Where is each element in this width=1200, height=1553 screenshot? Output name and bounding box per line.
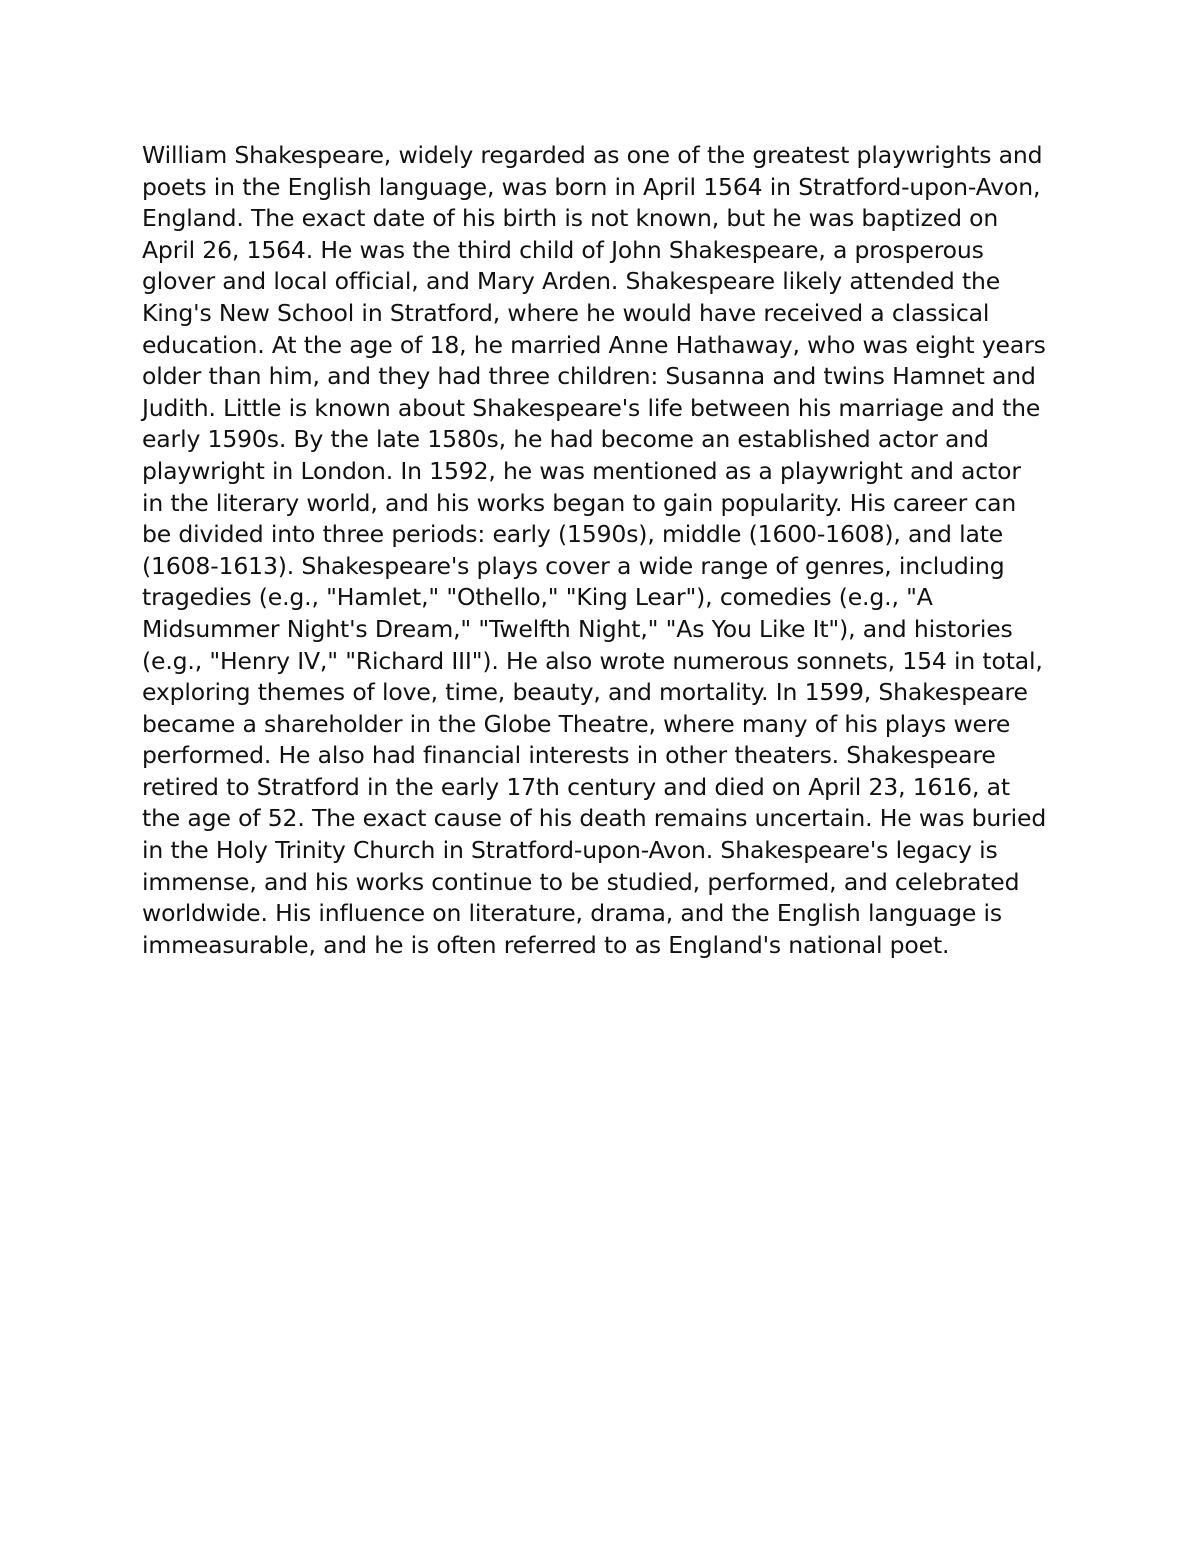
paragraph-line: (e.g., "Henry IV," "Richard III"). He also wrote numerous sonnets, 154 in total, <box>142 646 1043 675</box>
paragraph-line: poets in the English language, was born in April 1564 in Stratford-upon-Avon, <box>142 172 1041 201</box>
paragraph-line: older than him, and they had three children: Susanna and twins Hamnet and <box>142 362 1036 391</box>
paragraph-line: the age of 52. The exact cause of his death remains uncertain. He was buried <box>142 804 1047 833</box>
paragraph-line: immense, and his works continue to be studied, performed, and celebrated <box>142 867 1020 896</box>
paragraph-line: retired to Stratford in the early 17th century and died on April 23, 1616, at <box>142 772 1010 801</box>
paragraph-line: early 1590s. By the late 1580s, he had become an established actor and <box>142 425 989 454</box>
paragraph-line: in the Holy Trinity Church in Stratford-upon-Avon. Shakespeare's legacy is <box>142 836 998 865</box>
paragraph-line: (1608-1613). Shakespeare's plays cover a wide range of genres, including <box>142 551 1005 580</box>
paragraph-line: be divided into three periods: early (1590s), middle (1600-1608), and late <box>142 520 1004 549</box>
paragraph-line: became a shareholder in the Globe Theatre, where many of his plays were <box>142 709 1011 738</box>
paragraph-line: education. At the age of 18, he married Anne Hathaway, who was eight years <box>142 330 1046 359</box>
paragraph-line: King's New School in Stratford, where he would have received a classical <box>142 298 990 327</box>
paragraph-line: immeasurable, and he is often referred to as England's national poet. <box>142 930 950 959</box>
paragraph-line: glover and local official, and Mary Arden. Shakespeare likely attended the <box>142 267 1001 296</box>
paragraph-line: worldwide. His influence on literature, drama, and the English language is <box>142 899 1002 928</box>
paragraph-line: Midsummer Night's Dream," "Twelfth Night," "As You Like It"), and histories <box>142 614 1013 643</box>
paragraph-line: tragedies (e.g., "Hamlet," "Othello," "King Lear"), comedies (e.g., "A <box>142 583 933 612</box>
paragraph-line: Judith. Little is known about Shakespeare's life between his marriage and the <box>142 393 1041 422</box>
paragraph-line: April 26, 1564. He was the third child of John Shakespeare, a prosperous <box>142 235 984 264</box>
paragraph-line: playwright in London. In 1592, he was mentioned as a playwright and actor <box>142 456 1021 485</box>
body-paragraph <box>142 140 1062 961</box>
paragraph-line: exploring themes of love, time, beauty, and mortality. In 1599, Shakespeare <box>142 678 1028 707</box>
paragraph-line: England. The exact date of his birth is not known, but he was baptized on <box>142 204 999 233</box>
paragraph-line: performed. He also had financial interests in other theaters. Shakespeare <box>142 741 996 770</box>
paragraph-line: William Shakespeare, widely regarded as one of the greatest playwrights and <box>142 141 1043 169</box>
paragraph-line: in the literary world, and his works began to gain popularity. His career can <box>142 488 1017 517</box>
